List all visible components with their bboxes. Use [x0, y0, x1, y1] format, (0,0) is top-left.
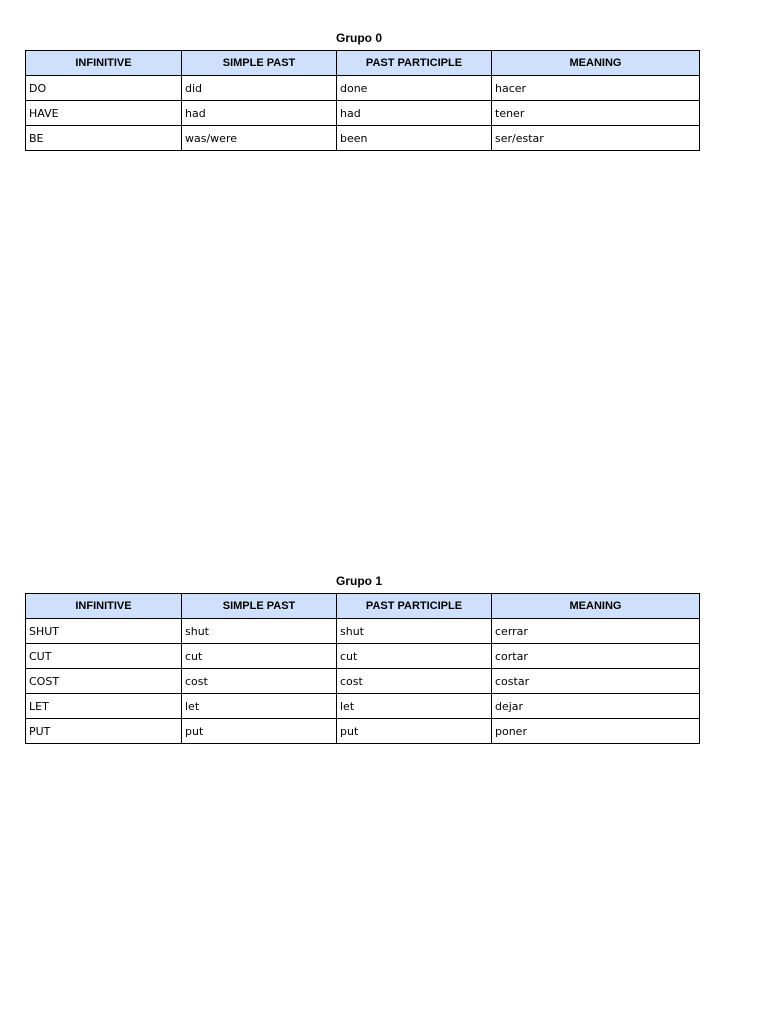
cell-simple-past: had — [182, 101, 337, 126]
header-past-participle: PAST PARTICIPLE — [337, 594, 492, 619]
table-row — [26, 719, 700, 744]
cell-simple-past: cut — [182, 644, 337, 669]
cell-simple-past: put — [182, 719, 337, 744]
table-row — [26, 619, 700, 644]
verb-group-0 — [25, 28, 699, 151]
cell-infinitive: SHUT — [26, 619, 182, 644]
header-infinitive: INFINITIVE — [26, 51, 182, 76]
cell-simple-past: was/were — [182, 126, 337, 151]
cell-infinitive: BE — [26, 126, 182, 151]
cell-past-participle: cut — [337, 644, 492, 669]
header-meaning: MEANING — [492, 594, 700, 619]
cell-meaning: tener — [492, 101, 700, 126]
cell-past-participle: put — [337, 719, 492, 744]
cell-past-participle: been — [337, 126, 492, 151]
header-simple-past: SIMPLE PAST — [182, 51, 337, 76]
cell-meaning: ser/estar — [492, 126, 700, 151]
cell-simple-past: shut — [182, 619, 337, 644]
cell-infinitive: CUT — [26, 644, 182, 669]
table-row — [26, 644, 700, 669]
cell-meaning: cortar — [492, 644, 700, 669]
cell-simple-past: let — [182, 694, 337, 719]
table-row — [26, 76, 700, 101]
cell-meaning: poner — [492, 719, 700, 744]
verb-table — [25, 593, 700, 744]
table-row — [26, 126, 700, 151]
cell-infinitive: HAVE — [26, 101, 182, 126]
verb-group-1 — [25, 571, 699, 744]
header-meaning: MEANING — [492, 51, 700, 76]
cell-meaning: hacer — [492, 76, 700, 101]
cell-simple-past: did — [182, 76, 337, 101]
table-header-row — [26, 51, 700, 76]
cell-infinitive: COST — [26, 669, 182, 694]
cell-simple-past: cost — [182, 669, 337, 694]
group-title: Grupo 0 — [335, 31, 382, 45]
verb-table — [25, 50, 700, 151]
cell-past-participle: shut — [337, 619, 492, 644]
cell-past-participle: had — [337, 101, 492, 126]
header-past-participle: PAST PARTICIPLE — [337, 51, 492, 76]
table-header-row — [26, 594, 700, 619]
table-row — [26, 101, 700, 126]
cell-infinitive: PUT — [26, 719, 182, 744]
cell-past-participle: done — [337, 76, 492, 101]
group-title: Grupo 1 — [335, 574, 382, 588]
cell-meaning: costar — [492, 669, 700, 694]
cell-past-participle: let — [337, 694, 492, 719]
header-simple-past: SIMPLE PAST — [182, 594, 337, 619]
header-infinitive: INFINITIVE — [26, 594, 182, 619]
cell-meaning: cerrar — [492, 619, 700, 644]
cell-infinitive: DO — [26, 76, 182, 101]
table-row — [26, 669, 700, 694]
cell-past-participle: cost — [337, 669, 492, 694]
cell-meaning: dejar — [492, 694, 700, 719]
cell-infinitive: LET — [26, 694, 182, 719]
table-row — [26, 694, 700, 719]
